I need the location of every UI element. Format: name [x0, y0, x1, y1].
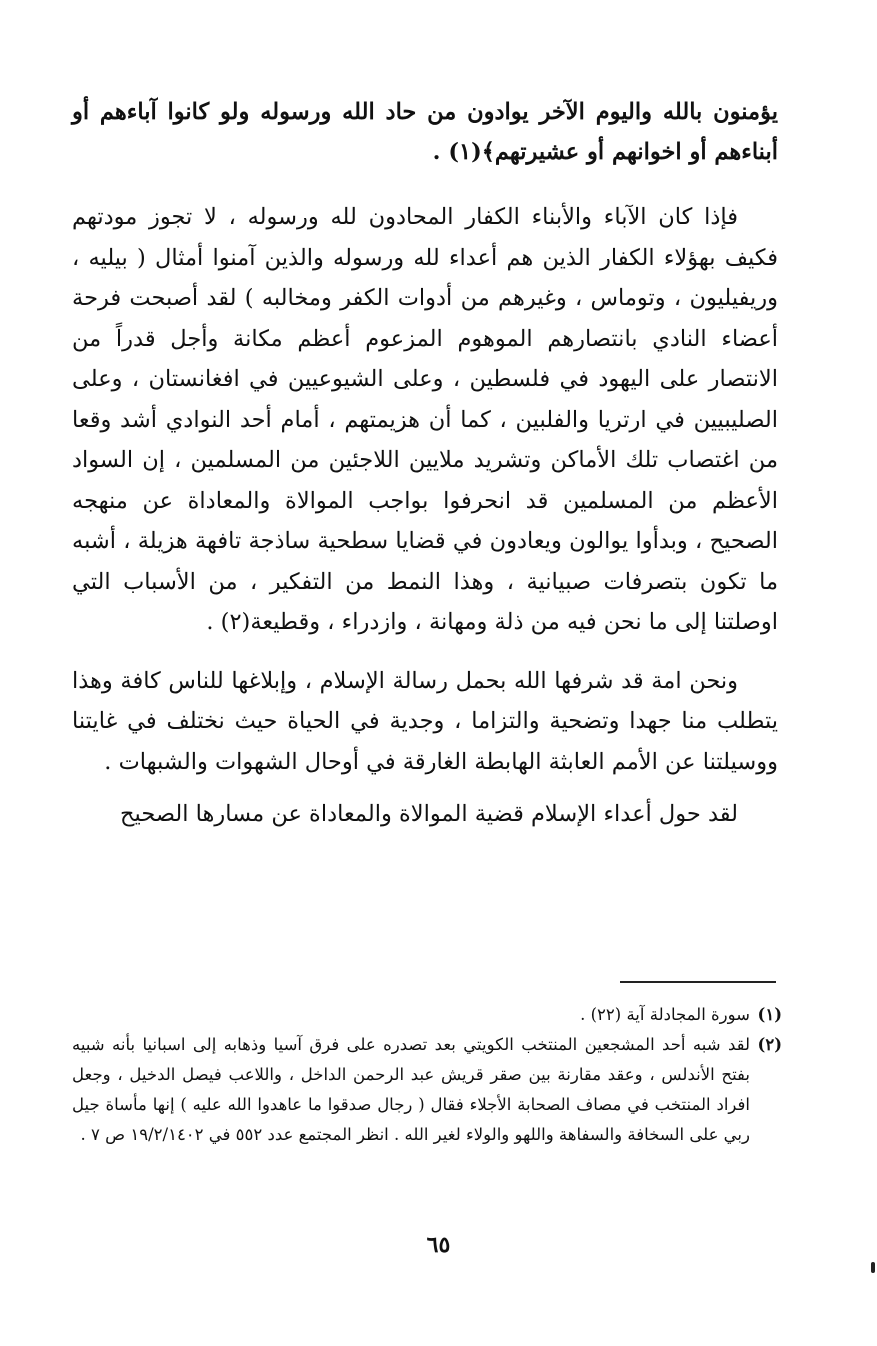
paragraph-3: ونحن امة قد شرفها الله بحمل رسالة الإسلام ، وإبلاغها للناس كافة وهذا يتطلب منا جهدا وتضحية والتزاما ، وجدية في الحياة حيث نختلف في غايتنا ووسيلتنا عن الأمم العابثة الهابطة الغارقة في أوحال الشهوات والشبهات .: [72, 667, 778, 775]
footnote-1-number: (١): [757, 1005, 782, 1024]
scan-edge-mark: [871, 1262, 875, 1273]
paragraph-2: فإذا كان الآباء والأبناء الكفار المحادون لله ورسوله ، لا تجوز مودتهم فكيف بهؤلاء الكفار الذين هم أعداء لله ورسوله والذين آمنوا أمثال ( بيليه ، وريفيليون ، وتوماس ، وغيرهم من أدوات الكفر ومخالبه ) لقد أصبحت فرحة أعضاء النادي بانتصارهم الموهوم المزعوم أعظم مكانة وأجل قدراً من الانتصار على اليهود في فلسطين ، وعلى الشيوعيين في افغانستان ، وعلى الصليبيين في ارتريا والفلبين ، كما أن هزيمتهم ، أمام أحد النوادي أشد وقعا من اغتصاب تلك الأماكن وتشريد ملايين اللاجئين من المسلمين ، إن السواد الأعظم من المسلمين قد انحرفوا بواجب الموالاة والمعاداة عن منهجه الصحيح ، وبدأوا يوالون ويعادون في قضايا سطحية ساذجة تافهة هزيلة ، أشبه ما تكون بتصرفات صبيانية ، وهذا النمط من التفكير ، من الأسباب التي اوصلتنا إلى ما نحن فيه من ذلة ومهانة ، وازدراء ، وقطيعة(٢) .: [72, 204, 778, 635]
footnotes: [72, 1000, 782, 1150]
page-number: ٦٥: [426, 1232, 451, 1258]
main-text: [72, 92, 778, 835]
footnote-separator: [620, 981, 776, 983]
footnote-1: [72, 1000, 782, 1030]
paragraph-4: لقد حول أعداء الإسلام قضية الموالاة والمعاداة عن مسارها الصحيح: [120, 801, 738, 827]
footnote-2-text: لقد شبه أحد المشجعين المنتخب الكويتي بعد تصدره على فرق آسيا وذهابه إلى اسبانيا بأنه شبيه بفتح الأندلس ، وعقد مقارنة بين صقر قريش عبد الرحمن الداخل ، واللاعب فيصل الدخيل ، وجعل افراد المنتخب في مصاف الصحابة الأجلاء فقال ( رجال صدقوا ما عاهدوا الله عليه ) إنها مأساة جيل ربي على السخافة والسفاهة واللهو والولاء لغير الله . انظر المجتمع عدد ٥٥٢ في ١٩/٢/١٤٠٢ ص ٧ .: [72, 1035, 750, 1144]
footnote-1-text: سورة المجادلة آية (٢٢) .: [580, 1005, 750, 1024]
footnote-2-number: (٢): [757, 1035, 782, 1054]
paragraph-1: يؤمنون بالله واليوم الآخر يوادون من حاد الله ورسوله ولو كانوا آباءهم أو أبناءهم أو اخوانهم أو عشيرتهم﴾(١) .: [72, 99, 778, 165]
footnote-2: [72, 1030, 782, 1150]
